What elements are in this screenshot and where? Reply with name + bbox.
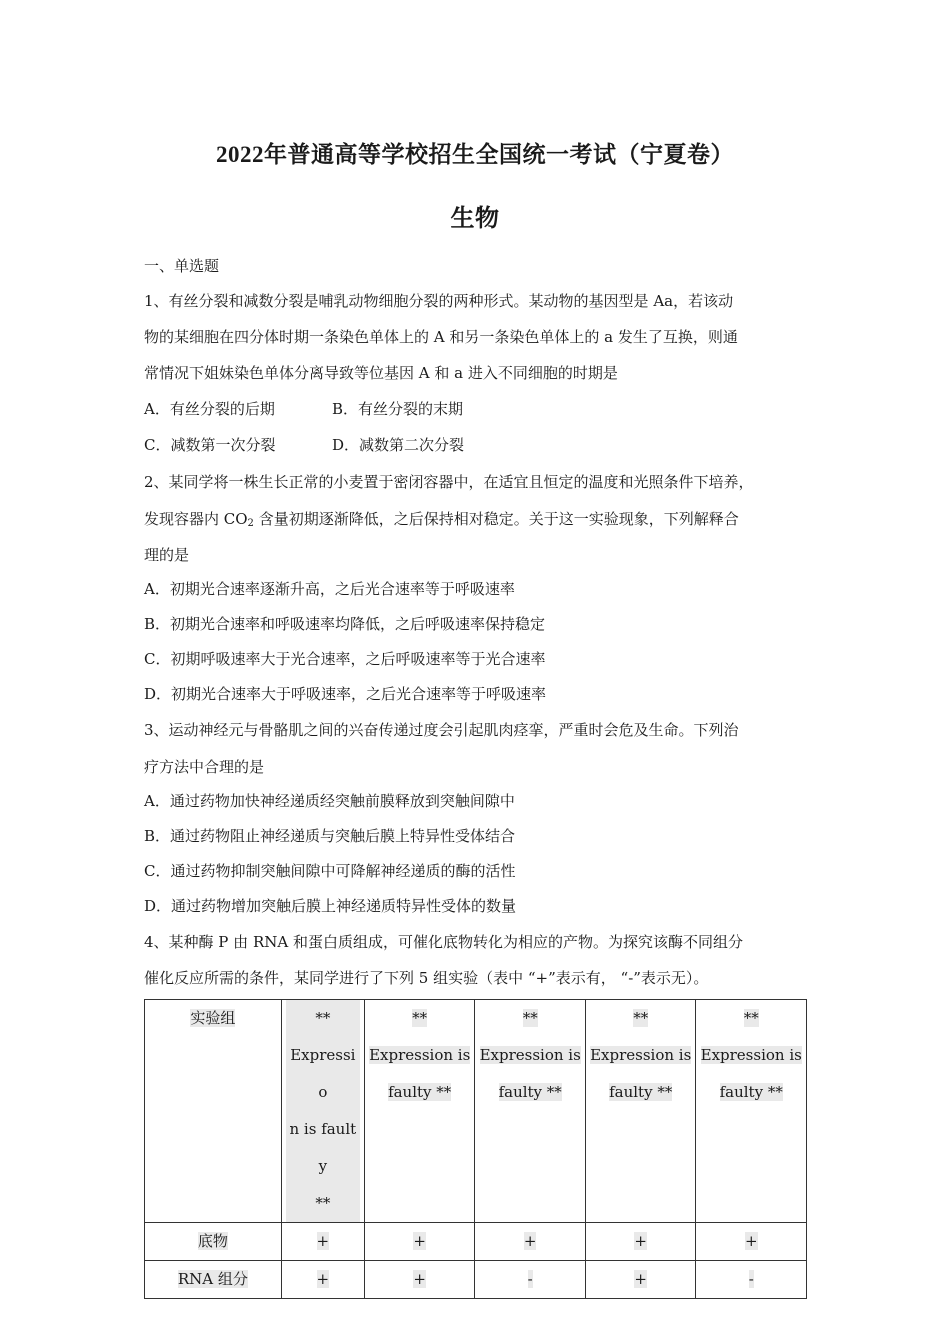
q2-option-c: C．初期呼吸速率大于光合速率，之后呼吸速率等于光合速率	[144, 650, 546, 668]
header-cell-1-line-3: n is faulty	[286, 1111, 360, 1185]
header-cell-5-line-3: faulty **	[719, 1083, 783, 1101]
header-cell-2-line-3: faulty **	[388, 1083, 452, 1101]
header-cell-2	[364, 1000, 475, 1223]
header-cell-1-line-2: Expressio	[286, 1037, 360, 1111]
q2-line-1: 2、某同学将一株生长正常的小麦置于密闭容器中，在适宜且恒定的温度和光照条件下培养，	[144, 473, 754, 491]
header-cell-1	[281, 1000, 364, 1223]
cell-value: +	[523, 1232, 537, 1250]
table-cell	[585, 1223, 696, 1261]
row-label-substrate	[145, 1223, 282, 1261]
header-cell-5-line-1: **	[743, 1009, 759, 1027]
q2-option-b: B．初期光合速率和呼吸速率均降低，之后呼吸速率保持稳定	[144, 615, 546, 633]
q3-option-c: C．通过药物抑制突触间隙中可降解神经递质的酶的活性	[144, 862, 516, 880]
header-cell-4-line-3: faulty **	[609, 1083, 673, 1101]
q3-option-b: B．通过药物阻止神经递质与突触后膜上特异性受体结合	[144, 827, 516, 845]
q1-option-d: D．减数第二次分裂	[332, 436, 465, 454]
q1-option-c: C．减数第一次分裂	[144, 436, 276, 454]
cell-value: +	[634, 1232, 647, 1250]
q2-line-2	[144, 509, 824, 529]
header-cell-4-line-1: **	[633, 1009, 649, 1027]
q1-line-1: 1、有丝分裂和减数分裂是哺乳动物细胞分裂的两种形式。某动物的基因型是 Aa，若该动	[144, 292, 734, 310]
q2-line-2-pre: 发现容器内 CO	[144, 510, 248, 528]
q3-option-a: A．通过药物加快神经递质经突触前膜释放到突触间隙中	[144, 792, 515, 810]
subject-title: 生物	[450, 206, 500, 232]
cell-value: +	[316, 1270, 330, 1288]
header-cell-3-line-2: Expression is	[479, 1046, 581, 1064]
cell-value: +	[413, 1232, 426, 1250]
table-cell	[475, 1261, 586, 1299]
table-cell	[281, 1261, 364, 1299]
q1-option-b: B．有丝分裂的末期	[332, 400, 464, 418]
table-row	[145, 1261, 807, 1299]
row-label-rna	[145, 1261, 282, 1299]
co2-subscript: 2	[247, 518, 254, 529]
cell-value: +	[744, 1232, 758, 1250]
table-cell	[585, 1261, 696, 1299]
q4-line-1: 4、某种酶 P 由 RNA 和蛋白质组成，可催化底物转化为相应的产物。为探究该酶不同组分	[144, 933, 743, 951]
table-cell	[696, 1261, 807, 1299]
q3-line-2: 疗方法中合理的是	[144, 758, 265, 776]
table-row	[145, 1223, 807, 1261]
header-cell-5-line-2: Expression is	[700, 1046, 802, 1064]
header-cell-4	[585, 1000, 696, 1223]
cell-value: +	[316, 1232, 330, 1250]
q3-option-d: D．通过药物增加突触后膜上神经递质特异性受体的数量	[144, 897, 517, 915]
q4-line-2: 催化反应所需的条件，某同学进行了下列 5 组实验（表中 “+”表示有， “-”表示无）。	[144, 969, 709, 987]
header-label: 实验组	[190, 1009, 236, 1027]
table-cell	[696, 1223, 807, 1261]
q2-option-a: A．初期光合速率逐渐升高，之后光合速率等于呼吸速率	[144, 580, 515, 598]
section-heading: 一、单选题	[144, 257, 220, 275]
q3-line-1: 3、运动神经元与骨骼肌之间的兴奋传递过度会引起肌肉痉挛，严重时会危及生命。下列治	[144, 721, 739, 739]
cell-value: +	[413, 1270, 426, 1288]
cell-value: -	[748, 1270, 754, 1288]
cell-value: -	[527, 1270, 533, 1288]
header-label-cell	[145, 1000, 282, 1223]
cell-value: +	[634, 1270, 647, 1288]
experiment-table	[144, 999, 807, 1299]
q2-option-d: D．初期光合速率大于呼吸速率，之后光合速率等于呼吸速率	[144, 685, 547, 703]
exam-title: 2022年普通高等学校招生全国统一考试（宁夏卷）	[216, 142, 734, 167]
header-cell-3-line-1: **	[522, 1009, 538, 1027]
q2-line-2-post: 含量初期逐渐降低，之后保持相对稳定。关于这一实验现象，下列解释合	[253, 510, 739, 528]
table-cell	[364, 1223, 475, 1261]
header-cell-3-line-3: faulty **	[498, 1083, 562, 1101]
header-cell-3	[475, 1000, 586, 1223]
table-cell	[475, 1223, 586, 1261]
header-cell-1-line-4: **	[286, 1185, 360, 1222]
header-cell-2-line-1: **	[412, 1009, 428, 1027]
q2-line-3: 理的是	[144, 546, 190, 564]
row-label-text: 底物	[197, 1232, 228, 1250]
table-cell	[281, 1223, 364, 1261]
header-cell-2-line-2: Expression is	[369, 1046, 471, 1064]
row-label-text: RNA 组分	[177, 1270, 248, 1288]
header-cell-4-line-2: Expression is	[590, 1046, 692, 1064]
q1-option-a: A．有丝分裂的后期	[144, 400, 275, 418]
header-cell-1-line-1: **	[286, 1000, 360, 1037]
table-header-row	[145, 1000, 807, 1223]
q1-line-3: 常情况下姐妹染色单体分离导致等位基因 A 和 a 进入不同细胞的时期是	[144, 364, 618, 382]
table-cell	[364, 1261, 475, 1299]
header-cell-5	[696, 1000, 807, 1223]
q1-line-2: 物的某细胞在四分体时期一条染色单体上的 A 和另一条染色单体上的 a 发生了互换，则通	[144, 328, 738, 346]
